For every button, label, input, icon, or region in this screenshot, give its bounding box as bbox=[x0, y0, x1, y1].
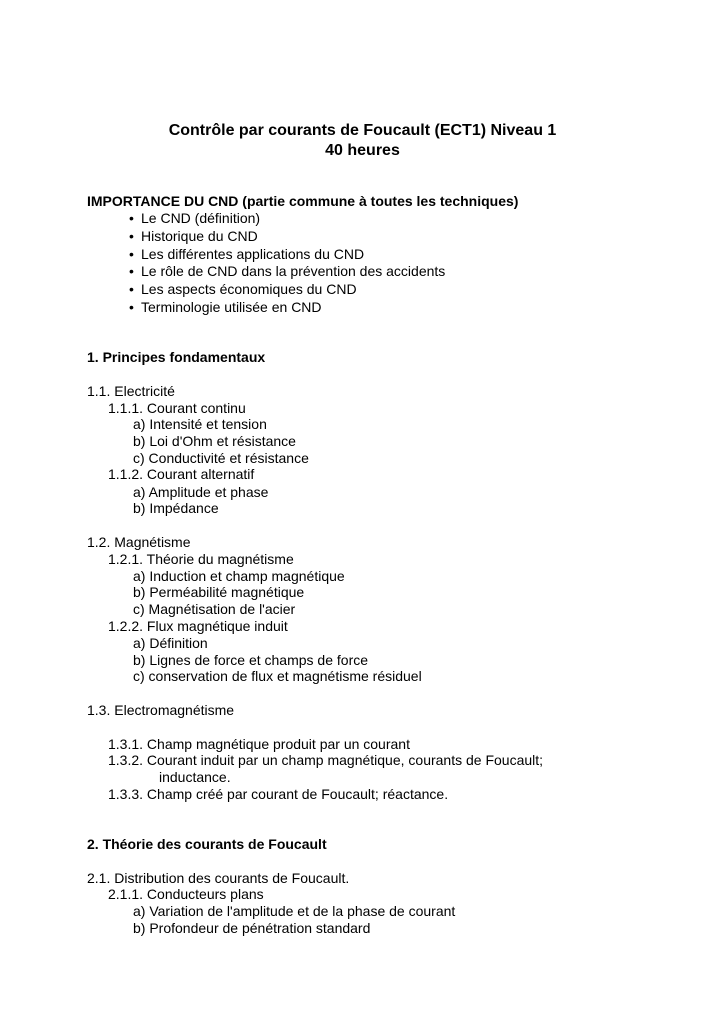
list-item: b) Loi d'Ohm et résistance bbox=[133, 433, 296, 449]
section-1-2-1-label: 1.2.1. Théorie du magnétisme bbox=[108, 551, 294, 567]
list-item: b) Lignes de force et champs de force bbox=[133, 652, 369, 668]
list-item: a) Variation de l'amplitude et de la phase de courant bbox=[133, 903, 456, 919]
section-2-1-label: 2.1. Distribution des courants de Foucault. bbox=[87, 870, 350, 886]
bullet-icon: • bbox=[129, 246, 134, 262]
document-subtitle-duration: 40 heures bbox=[325, 142, 400, 159]
list-item: 1.3.1. Champ magnétique produit par un courant bbox=[108, 736, 410, 752]
section-2-heading: 2. Théorie des courants de Foucault bbox=[87, 836, 327, 852]
section-1-2-label: 1.2. Magnétisme bbox=[87, 534, 191, 550]
section-1-3-label: 1.3. Electromagnétisme bbox=[87, 702, 235, 718]
bullet-item: • Le CND (définition) bbox=[129, 210, 261, 226]
list-item: b) Profondeur de pénétration standard bbox=[133, 920, 371, 936]
section-1-heading: 1. Principes fondamentaux bbox=[87, 349, 266, 365]
list-item-continuation: inductance. bbox=[159, 769, 231, 785]
bullet-icon: • bbox=[129, 263, 134, 279]
list-item: 1.3.2. Courant induit par un champ magnétique, courants de Foucault; bbox=[108, 752, 544, 768]
bullet-item: • Les aspects économiques du CND bbox=[129, 281, 357, 297]
bullet-icon: • bbox=[129, 299, 134, 315]
section-1-1-2-label: 1.1.2. Courant alternatif bbox=[108, 466, 255, 482]
section-1-2-2-label: 1.2.2. Flux magnétique induit bbox=[108, 618, 288, 634]
list-item: a) Induction et champ magnétique bbox=[133, 568, 345, 584]
list-item: a) Amplitude et phase bbox=[133, 484, 269, 500]
list-item: c) conservation de flux et magnétisme résiduel bbox=[133, 668, 422, 684]
bullet-item: • Les différentes applications du CND bbox=[129, 246, 365, 262]
bullet-item: • Le rôle de CND dans la prévention des accidents bbox=[129, 263, 446, 279]
list-item: a) Intensité et tension bbox=[133, 416, 267, 432]
section-2-1-1-label: 2.1.1. Conducteurs plans bbox=[108, 886, 264, 902]
list-item: c) Conductivité et résistance bbox=[133, 450, 309, 466]
list-item: c) Magnétisation de l'acier bbox=[133, 601, 296, 617]
list-item: a) Définition bbox=[133, 635, 208, 651]
importance-heading: IMPORTANCE DU CND (partie commune à toutes les techniques) bbox=[87, 193, 519, 209]
list-item: 1.3.3. Champ créé par courant de Foucault; réactance. bbox=[108, 786, 449, 802]
bullet-item: • Terminologie utilisée en CND bbox=[129, 299, 322, 315]
bullet-icon: • bbox=[129, 210, 134, 226]
list-item: b) Perméabilité magnétique bbox=[133, 584, 305, 600]
list-item: b) Impédance bbox=[133, 500, 219, 516]
bullet-icon: • bbox=[129, 228, 134, 244]
section-1-1-1-label: 1.1.1. Courant continu bbox=[108, 400, 246, 416]
document-title: Contrôle par courants de Foucault (ECT1) Niveau 1 bbox=[168, 122, 557, 139]
section-1-1-label: 1.1. Electricité bbox=[87, 383, 175, 399]
bullet-icon: • bbox=[129, 281, 134, 297]
bullet-item: • Historique du CND bbox=[129, 228, 258, 244]
